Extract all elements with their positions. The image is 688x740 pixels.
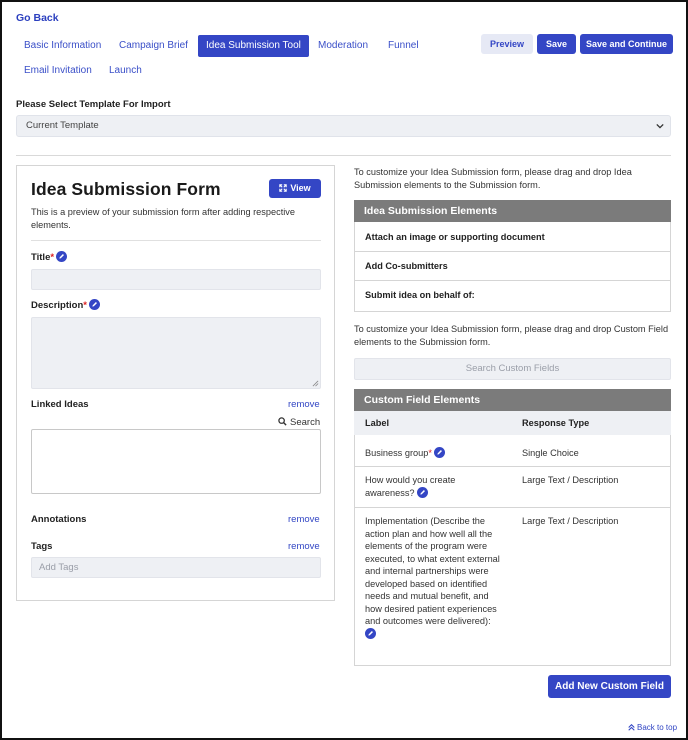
submission-element-attach[interactable]: Attach an image or supporting document — [354, 222, 671, 252]
cf-label-text: How would you create awareness? — [365, 475, 456, 498]
save-button[interactable]: Save — [537, 34, 576, 54]
submission-elements-instructions: To customize your Idea Submission form, please drag and drop Idea Submission elements to the Submission form. — [354, 167, 632, 190]
cf-label-cell — [365, 474, 503, 499]
description-textarea[interactable] — [31, 317, 321, 389]
preview-button[interactable]: Preview — [481, 34, 533, 54]
tab-basic-information[interactable]: Basic Information — [24, 40, 102, 51]
required-mark: * — [428, 448, 432, 458]
edit-pencil-icon[interactable] — [89, 299, 100, 310]
form-description: This is a preview of your submission form after adding respective elements. — [31, 207, 295, 230]
cf-type-cell: Large Text / Description — [522, 516, 619, 526]
required-mark: * — [50, 252, 55, 263]
view-button-label: View — [290, 183, 311, 193]
edit-pencil-icon[interactable] — [56, 251, 67, 262]
linked-ideas-remove-link[interactable]: remove — [288, 399, 320, 410]
description-field-label — [31, 299, 100, 311]
custom-fields-instructions: To customize your Idea Submission form, please drag and drop Custom Field elements to the Submission form. — [354, 324, 669, 347]
submission-element-cosubmitters[interactable]: Add Co-submitters — [354, 252, 671, 281]
form-title: Idea Submission Form — [31, 179, 221, 199]
annotations-remove-link[interactable]: remove — [288, 514, 320, 525]
table-row[interactable] — [354, 467, 671, 508]
annotations-label: Annotations — [31, 514, 87, 525]
go-back-link[interactable]: Go Back — [16, 12, 59, 24]
tab-funnel[interactable]: Funnel — [388, 40, 419, 51]
cf-label-cell — [365, 447, 503, 460]
edit-pencil-icon[interactable] — [417, 487, 428, 498]
search-custom-fields-input[interactable] — [354, 358, 671, 380]
edit-pencil-icon[interactable] — [365, 628, 376, 639]
tags-input[interactable] — [31, 557, 321, 578]
title-label-text: Title — [31, 252, 51, 263]
submission-element-behalf[interactable]: Submit idea on behalf of: — [354, 281, 671, 312]
chevron-down-icon — [656, 122, 664, 130]
title-input[interactable] — [31, 269, 321, 290]
resize-handle-icon[interactable] — [312, 380, 319, 387]
back-to-top-label: Back to top — [637, 723, 678, 732]
form-separator — [31, 240, 321, 241]
double-chevron-up-icon — [628, 724, 635, 731]
tab-launch[interactable]: Launch — [109, 65, 142, 76]
tab-email-invitation[interactable]: Email Invitation — [24, 65, 92, 76]
col-label: Label — [365, 418, 389, 428]
back-to-top-link[interactable] — [628, 723, 677, 732]
table-row[interactable] — [354, 435, 671, 467]
cf-label-text: Implementation (Describe the action plan and how well all the elements of the program were executed, to what extent external and internal partnerships were developed based on identified needs and mutual benefit, and how desired patient experiences and outcomes were delivered): — [365, 516, 500, 626]
save-and-continue-button[interactable]: Save and Continue — [580, 34, 673, 54]
description-label-text: Description — [31, 300, 84, 311]
add-new-custom-field-button[interactable]: Add New Custom Field — [548, 675, 671, 698]
cf-label-text: Business group — [365, 448, 429, 458]
edit-pencil-icon[interactable] — [434, 447, 445, 458]
linked-ideas-label: Linked Ideas — [31, 399, 89, 410]
table-row[interactable] — [354, 508, 671, 666]
custom-fields-table-header — [354, 411, 671, 435]
tags-remove-link[interactable]: remove — [288, 541, 320, 552]
tab-moderation[interactable]: Moderation — [318, 40, 369, 51]
search-label: Search — [290, 417, 321, 428]
expand-icon — [279, 184, 287, 192]
tags-placeholder: Add Tags — [39, 562, 79, 573]
tab-campaign-brief[interactable]: Campaign Brief — [119, 40, 188, 51]
title-field-label — [31, 251, 67, 263]
search-icon — [278, 417, 287, 426]
cf-type-cell: Large Text / Description — [522, 475, 619, 485]
tab-idea-submission-tool[interactable]: Idea Submission Tool — [198, 35, 309, 57]
cf-type-cell: Single Choice — [522, 448, 579, 458]
template-select-value: Current Template — [26, 120, 99, 131]
view-button[interactable] — [269, 179, 321, 198]
linked-ideas-box[interactable] — [31, 429, 321, 494]
search-custom-fields-placeholder: Search Custom Fields — [465, 363, 560, 374]
col-response-type: Response Type — [522, 418, 590, 428]
divider — [16, 155, 671, 156]
template-select[interactable] — [16, 115, 671, 137]
submission-elements-header: Idea Submission Elements — [354, 200, 671, 222]
required-mark: * — [83, 300, 87, 311]
linked-ideas-search[interactable] — [278, 417, 320, 428]
template-select-label: Please Select Template For Import — [16, 99, 171, 110]
tags-label: Tags — [31, 541, 53, 552]
cf-label-cell — [365, 515, 503, 640]
form-preview-panel — [16, 165, 335, 601]
custom-field-elements-header: Custom Field Elements — [354, 389, 671, 411]
